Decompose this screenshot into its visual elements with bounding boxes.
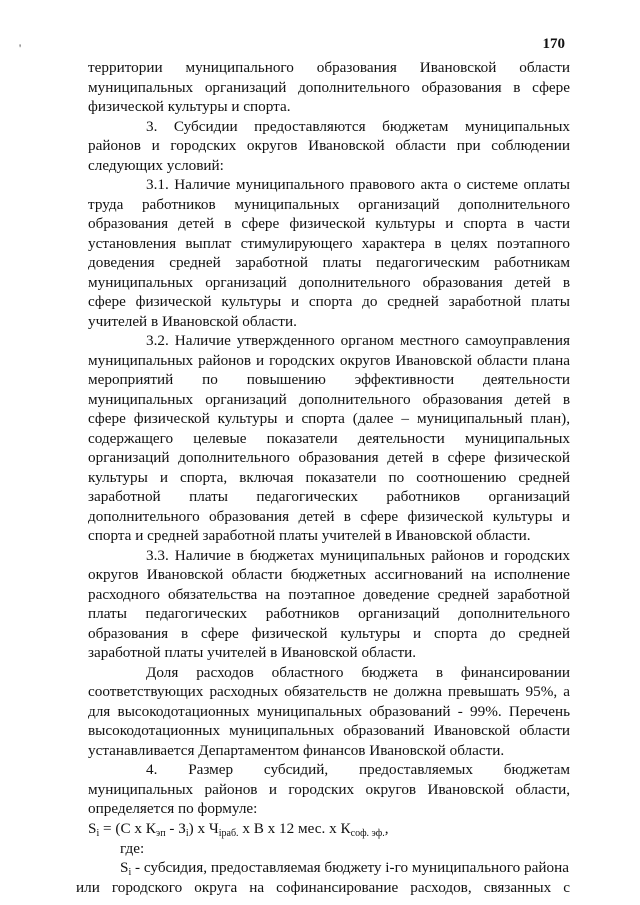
definition-si: [88, 858, 570, 878]
formula-part-1: = (С х К: [99, 819, 156, 837]
subsidy-formula: [88, 819, 570, 839]
paragraph-3: 3. Субсидии предоставляются бюджетам муниципальных районов и городских округов Ивановской области при соблюдении следующих условий:: [88, 117, 570, 174]
page-number: 170: [542, 36, 565, 52]
paragraph-3-3: 3.3. Наличие в бюджетах муниципальных районов и городских округов Ивановской области бюджетных ассигнований на исполнение расходного обязательства на поэтапное доведение средней заработной платы педагогических работников организаций дополнительного образования в сфере физической культуры и спорта до средней заработной платы учителей в Ивановской области.: [88, 546, 570, 661]
margin-mark: ': [19, 41, 22, 55]
def-desc-line-1: - субсидия, предоставляемая бюджету i-го муниципального района: [131, 859, 569, 876]
formula-sub-irab: iраб.: [218, 827, 239, 839]
formula-part-3: ) х Ч: [188, 819, 219, 837]
paragraph-continuation: территории муниципального образования Ивановской области муниципальных организаций дополнительного образования в сфере физической культуры и спорта.: [88, 59, 570, 115]
formula-sub-i: i: [96, 827, 100, 839]
paragraph-3-2: 3.2. Наличие утвержденного органом местного самоуправления муниципальных районов и городских округов Ивановской области плана мероприятий по повышению эффективности деятельности муниципальных организаций дополнительного образования детей в сфере физической культуры и спорта (далее – муниципальный план), содержащего целевые показатели деятельности муниципальных организаций дополнительного образования детей в сфере физической культуры и спорта, включая показатели по соотношению средней заработной платы педагогических работников организаций дополнительного образования детей в сфере физической культуры и спорта и средней заработной платы учителей в Ивановской области.: [88, 332, 570, 544]
formula-sub-ep: эп: [155, 827, 166, 839]
paragraph-share: Доля расходов областного бюджета в финансировании соответствующих расходных обязательств не должна превышать 95%, а для высокодотационных муниципальных образований - 99%. Перечень высокодотационных муниципальных образований Ивановской области устанавливается Департаментом финансов Ивановской области.: [88, 663, 570, 759]
definition-si-continued: или городского округа на софинансирование расходов, связанных с: [76, 878, 570, 896]
paragraph-3-1: 3.1. Наличие муниципального правового акта о системе оплаты труда работников муниципальных организаций дополнительного образования детей в сфере физической культуры и спорта в части установления выплат стимулирующего характера в целях поэтапного доведения средней заработной платы педагогическим работникам муниципальных организаций дополнительного образования детей в сфере физической культуры и спорта до средней заработной платы учителей в Ивановской области.: [88, 176, 570, 330]
def-sub-i: i: [128, 867, 132, 878]
formula-part-2: - З: [165, 819, 186, 837]
formula-part-4: х В х 12 мес. х К: [238, 819, 351, 837]
formula-s: S: [88, 819, 97, 837]
def-s: S: [120, 859, 129, 876]
formula-comma: ,: [384, 819, 389, 837]
paragraph-4: 4. Размер субсидий, предоставляемых бюджетам муниципальных районов и городских округов Ивановской области, определяется по формуле:: [88, 761, 570, 817]
formula-sub-sof: соф. эф.: [350, 827, 385, 839]
formula-sub-i-2: i: [185, 827, 189, 839]
where-label: где:: [120, 839, 145, 857]
document-body: [76, 58, 570, 897]
